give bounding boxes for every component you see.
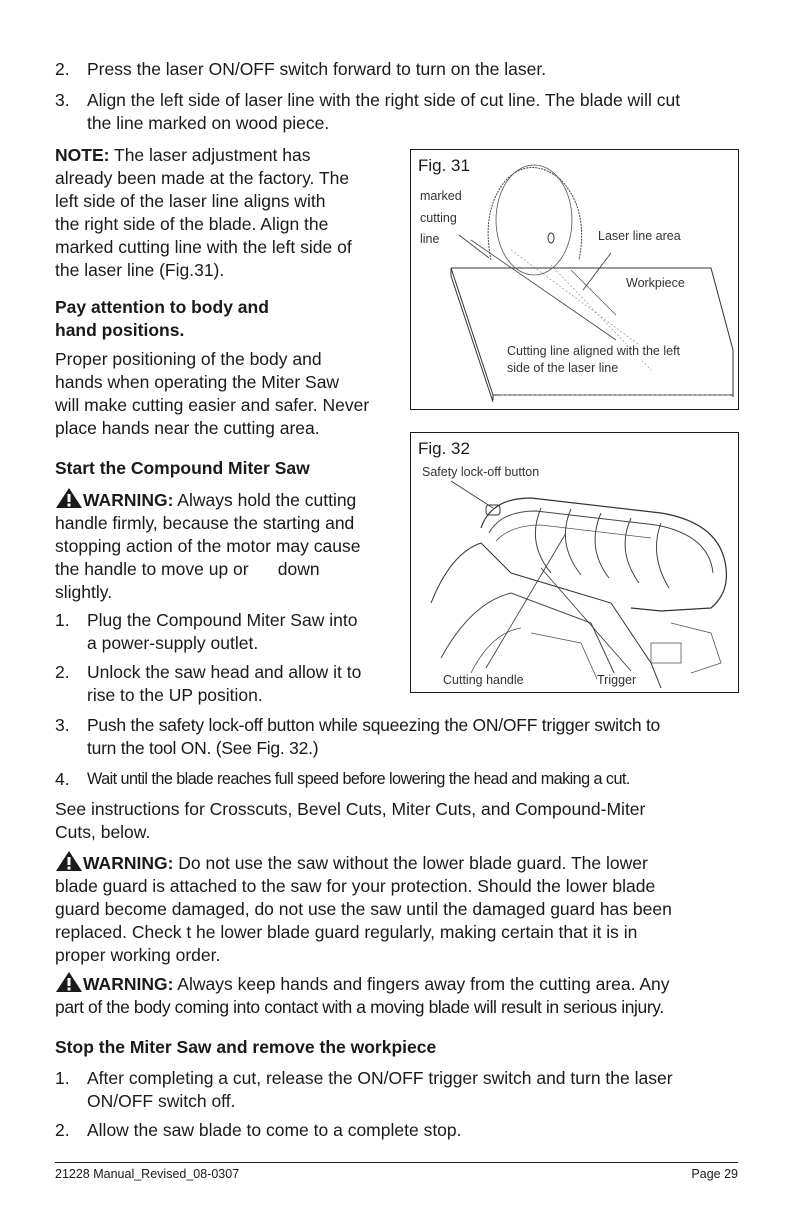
note-line: the laser line (Fig.31). bbox=[55, 260, 225, 280]
warning-line: stopping action of the motor may cause bbox=[55, 536, 361, 556]
warning-start bbox=[55, 487, 400, 604]
figure-32 bbox=[410, 432, 739, 693]
start-step-2 bbox=[55, 661, 395, 707]
label-cutting: cutting bbox=[420, 211, 457, 225]
warning-line: the handle to move up or down bbox=[55, 559, 320, 579]
step-text-line2: rise to the UP position. bbox=[87, 685, 263, 705]
start-step-1 bbox=[55, 609, 395, 655]
step-text-line2: a power-supply outlet. bbox=[87, 633, 259, 653]
warning-hands bbox=[55, 971, 755, 1019]
note-line: marked cutting line with the left side of bbox=[55, 237, 352, 257]
paragraph-line: Cuts, below. bbox=[55, 822, 151, 842]
warning-guard bbox=[55, 850, 755, 967]
step-text-line1: Push the safety lock-off button while squeezing the ON/OFF trigger switch to bbox=[87, 715, 661, 735]
warning-line: Always keep hands and fingers away from the cutting area. Any bbox=[173, 974, 670, 994]
body-positions-heading bbox=[55, 296, 269, 342]
label-cutting-handle: Cutting handle bbox=[443, 673, 524, 687]
figure-caption: Fig. 31 bbox=[418, 156, 470, 175]
step-number: 2. bbox=[55, 1120, 70, 1140]
step-text-line1: After completing a cut, release the ON/OFF trigger switch and turn the laser bbox=[87, 1068, 673, 1088]
stop-step-1 bbox=[55, 1067, 755, 1113]
label-trigger: Trigger bbox=[597, 673, 637, 687]
paragraph-line: will make cutting easier and safer. Never bbox=[55, 395, 370, 415]
step-number: 1. bbox=[55, 1068, 70, 1088]
warning-line: part of the body coming into contact with a moving blade will result in serious injury. bbox=[55, 997, 664, 1017]
warning-line: Do not use the saw without the lower blade guard. The lower bbox=[173, 853, 648, 873]
paragraph-line: See instructions for Crosscuts, Bevel Cuts, Miter Cuts, and Compound-Miter bbox=[55, 799, 646, 819]
warning-icon bbox=[55, 971, 83, 993]
start-step-3 bbox=[55, 714, 755, 760]
warning-line: blade guard is attached to the saw for your protection. Should the lower blade bbox=[55, 876, 656, 896]
step-number: 4. bbox=[55, 769, 70, 789]
start-saw-heading: Start the Compound Miter Saw bbox=[55, 458, 310, 478]
figure-31 bbox=[410, 149, 739, 410]
step-text: Press the laser ON/OFF switch forward to turn on the laser. bbox=[87, 59, 547, 79]
note-label: NOTE: bbox=[55, 145, 110, 165]
step-top-2 bbox=[55, 58, 745, 81]
note-line: the right side of the blade. Align the bbox=[55, 214, 329, 234]
stop-saw-heading: Stop the Miter Saw and remove the workpiece bbox=[55, 1037, 437, 1057]
warning-line: handle firmly, because the starting and bbox=[55, 513, 355, 533]
warning-line: guard become damaged, do not use the saw until the damaged guard has been bbox=[55, 899, 672, 919]
step-top-3 bbox=[55, 89, 755, 135]
step-number: 2. bbox=[55, 662, 70, 682]
step-text-line1: Allow the saw blade to come to a complete stop. bbox=[87, 1120, 462, 1140]
see-instructions bbox=[55, 798, 755, 844]
step-text-line1: Align the left side of laser line with the right side of cut line. The blade will cut bbox=[87, 90, 681, 110]
stop-step-2 bbox=[55, 1119, 755, 1142]
paragraph-line: Proper positioning of the body and bbox=[55, 349, 322, 369]
heading-line: hand positions. bbox=[55, 320, 185, 340]
note-line: already been made at the factory. The bbox=[55, 168, 350, 188]
label-aligned-1: Cutting line aligned with the left bbox=[507, 344, 681, 358]
label-safety-button: Safety lock-off button bbox=[422, 465, 540, 479]
warning-label: WARNING: bbox=[83, 490, 174, 510]
step-number: 3. bbox=[55, 715, 70, 735]
step-text-line2: ON/OFF switch off. bbox=[87, 1091, 236, 1111]
warning-line: proper working order. bbox=[55, 945, 221, 965]
figure-caption: Fig. 32 bbox=[418, 439, 470, 458]
body-positions-paragraph bbox=[55, 348, 400, 440]
note-line: The laser adjustment has bbox=[109, 145, 311, 165]
step-text-line2: turn the tool ON. (See Fig. 32.) bbox=[87, 738, 319, 758]
label-line: line bbox=[420, 232, 440, 246]
footer-left: 21228 Manual_Revised_08-0307 bbox=[55, 1167, 240, 1181]
label-marked: marked bbox=[420, 189, 462, 203]
label-aligned-2: side of the laser line bbox=[507, 361, 619, 375]
note-paragraph bbox=[55, 144, 400, 282]
warning-icon bbox=[55, 850, 83, 872]
warning-line: Always hold the cutting bbox=[173, 490, 357, 510]
warning-label: WARNING: bbox=[83, 974, 174, 994]
footer-divider bbox=[55, 1162, 738, 1163]
step-number: 2. bbox=[55, 59, 70, 79]
warning-label: WARNING: bbox=[83, 853, 174, 873]
footer-page-number: Page 29 bbox=[691, 1167, 738, 1181]
step-text-line1: Wait until the blade reaches full speed before lowering the head and making a cut. bbox=[87, 770, 630, 788]
warning-line: replaced. Check t he lower blade guard regularly, making certain that it is in bbox=[55, 922, 638, 942]
paragraph-line: place hands near the cutting area. bbox=[55, 418, 320, 438]
paragraph-line: hands when operating the Miter Saw bbox=[55, 372, 340, 392]
label-laser-area: Laser line area bbox=[598, 229, 681, 243]
label-workpiece: Workpiece bbox=[626, 276, 685, 290]
step-text-line1: Plug the Compound Miter Saw into bbox=[87, 610, 358, 630]
step-text-line1: Unlock the saw head and allow it to bbox=[87, 662, 362, 682]
start-step-4 bbox=[55, 768, 755, 791]
warning-line: slightly. bbox=[55, 582, 113, 602]
warning-icon bbox=[55, 487, 83, 509]
step-number: 1. bbox=[55, 610, 70, 630]
step-text-line2: the line marked on wood piece. bbox=[87, 113, 330, 133]
note-line: left side of the laser line aligns with bbox=[55, 191, 326, 211]
heading-line: Pay attention to body and bbox=[55, 297, 269, 317]
step-number: 3. bbox=[55, 90, 70, 110]
